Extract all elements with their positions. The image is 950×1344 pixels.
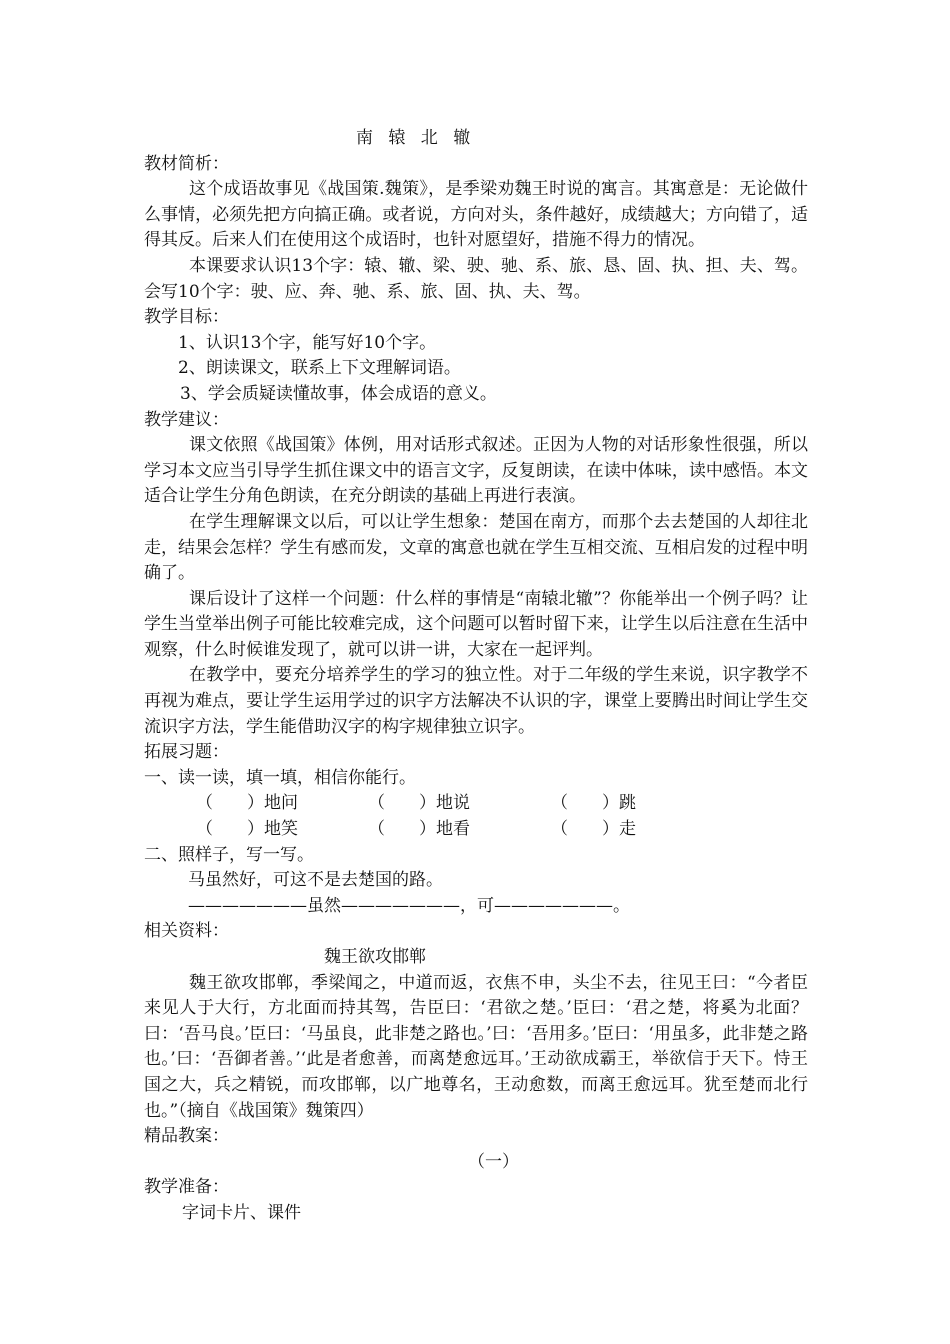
exercise-question-1: 一、读一读，填一填，相信你能行。 <box>144 767 416 788</box>
document-page <box>144 126 808 1227</box>
goal-item: 1、认识13个字，能写好10个字。 <box>178 332 437 353</box>
analysis-paragraph-1: 这个成语故事见《战国策.魏策》，是季梁劝魏王时说的寓言。其寓意是：无论做什么事情，必须先把方向搞正确。或者说，方向对头，条件越好，成绩越大；方向错了，适得其反。后来人们在使用这个成语时，也针对愿望好，措施不得力的情况。 <box>144 179 808 251</box>
fill-blank-item: （ ）地笑 <box>196 819 298 840</box>
exercise-example: 马虽然好，可这不是去楚国的路。 <box>188 870 443 891</box>
prep-heading: 教学准备： <box>144 1177 229 1198</box>
suggestions-heading: 教学建议： <box>144 409 229 430</box>
page-title: 南 辕 北 辙 <box>356 128 476 148</box>
resources-heading: 相关资料： <box>144 921 229 942</box>
suggestion-paragraph: 课文依照《战国策》体例，用对话形式叙述。正因为人物的对话形象性很强，所以学习本文应当引导学生抓住课文中的语言文字，反复朗读，在读中体味，读中感悟。本文适合让学生分角色朗读，在充分朗读的基础上再进行表演。 <box>144 435 808 507</box>
exercise-template: ———————虽然———————，可———————。 <box>188 895 630 916</box>
resource-text: 魏王欲攻邯郸，季梁闻之，中道而返，衣焦不申，头尘不去，往见王曰：“今者臣来见人于大行，方北面而持其驾，告臣曰：‘君欲之楚。’臣曰：‘君之楚，将奚为北面？曰：‘吾马良。’臣曰：‘马虽良，此非楚之路也。’曰：‘吾用多。’臣曰：‘用虽多，此非楚之路也。’曰：‘吾御者善。’‘此是者愈善，而离楚愈远耳。’王动欲成霸王，举欲信于天下。恃王国之大，兵之精锐，而攻邯郸，以广地尊名，王动愈数，而离王愈远耳。犹至楚而北行也。”（摘自《战国策》魏策四） <box>144 972 808 1121</box>
fill-blank-item: （ ）地看 <box>368 819 470 840</box>
suggestion-paragraph: 课后设计了这样一个问题：什么样的事情是“南辕北辙”？你能举出一个例子吗？让学生当堂举出例子可能比较难完成，这个问题可以暂时留下来，让学生以后注意在生活中观察，什么时候谁发现了，就可以讲一讲，大家在一起评判。 <box>144 588 808 660</box>
goal-item: 3、学会质疑读懂故事，体会成语的意义。 <box>180 383 497 404</box>
section-number: （一） <box>468 1151 519 1172</box>
fill-blank-item: （ ）跳 <box>551 793 636 814</box>
prep-text: 字词卡片、课件 <box>182 1202 301 1223</box>
exercise-question-2: 二、照样子，写一写。 <box>144 844 314 865</box>
fill-blank-item: （ ）走 <box>551 819 636 840</box>
goals-heading: 教学目标： <box>144 307 229 328</box>
fill-blank-item: （ ）地问 <box>196 793 298 814</box>
fill-blank-row <box>144 791 808 817</box>
suggestion-paragraph: 在教学中，要充分培养学生的学习的独立性。对于二年级的学生来说，识字教学不再视为难点，要让学生运用学过的识字方法解决不认识的字，课堂上要腾出时间让学生交流识字方法，学生能借助汉字的构字规律独立识字。 <box>144 665 808 737</box>
resource-title: 魏王欲攻邯郸 <box>324 947 426 967</box>
analysis-paragraph-2: 本课要求认识13个字：辕、辙、梁、驶、驰、系、旅、恳、固、执、担、夫、驾。会写10个字：驶、应、奔、驰、系、旅、固、执、夫、驾。 <box>144 255 808 302</box>
goal-item: 2、朗读课文，联系上下文理解词语。 <box>178 358 461 379</box>
plans-heading: 精品教案： <box>144 1126 229 1147</box>
exercises-heading: 拓展习题： <box>144 742 229 763</box>
analysis-heading: 教材简析： <box>144 153 229 174</box>
fill-blank-item: （ ）地说 <box>368 793 470 814</box>
fill-blank-row <box>144 817 808 843</box>
suggestion-paragraph: 在学生理解课文以后，可以让学生想象：楚国在南方，而那个去去楚国的人却往北走，结果会怎样？学生有感而发，文章的寓意也就在学生互相交流、互相启发的过程中明确了。 <box>144 511 808 584</box>
